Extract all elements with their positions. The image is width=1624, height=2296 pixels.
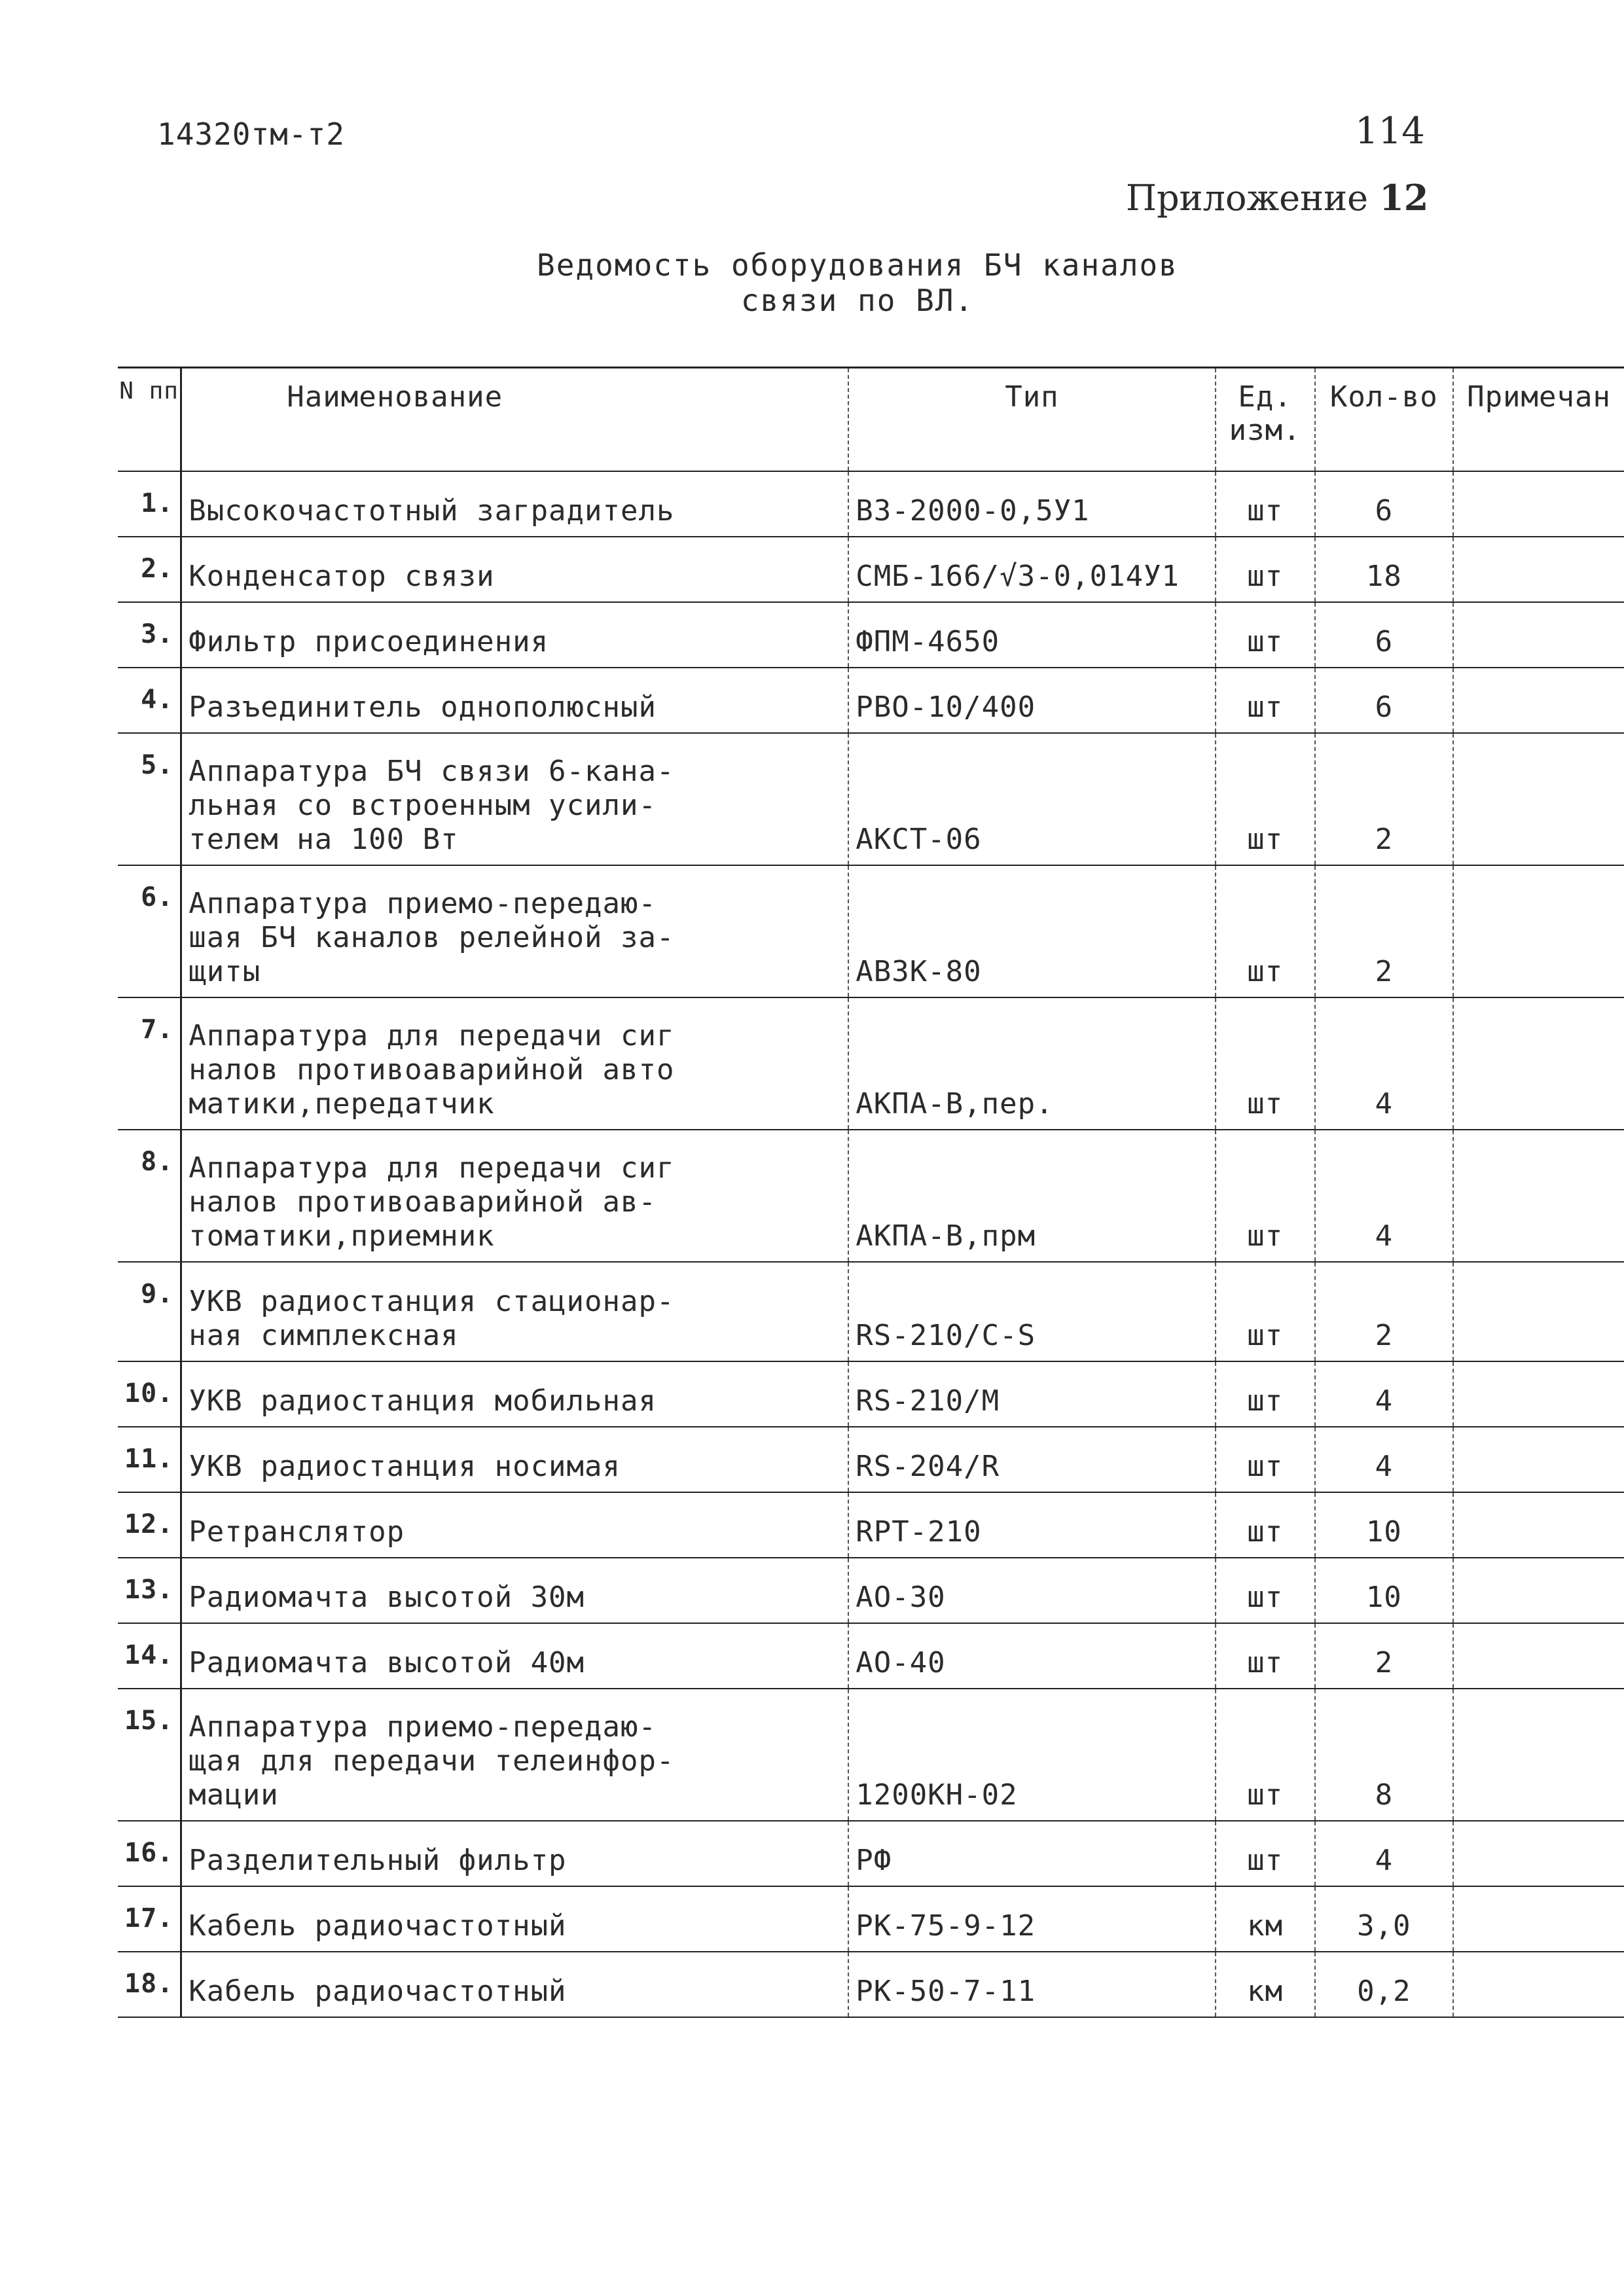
row-number: 5. <box>118 733 181 865</box>
item-quantity: 2 <box>1315 733 1454 865</box>
row-number: 11. <box>118 1427 181 1492</box>
item-unit: шт <box>1216 1130 1315 1262</box>
row-number: 17. <box>118 1886 181 1952</box>
item-unit: шт <box>1216 1492 1315 1558</box>
item-name <box>181 733 848 865</box>
row-number: 3. <box>118 602 181 668</box>
item-name <box>181 1492 848 1558</box>
item-name <box>181 1952 848 2017</box>
document-title-line-1: Ведомость оборудования БЧ каналов <box>537 247 1178 283</box>
item-type: СМБ-166/√3-0,014У1 <box>848 537 1215 602</box>
item-name <box>181 1427 848 1492</box>
item-name-text: Фильтр присоединения <box>189 624 549 658</box>
item-quantity: 4 <box>1315 997 1454 1130</box>
item-type: РК-75-9-12 <box>848 1886 1215 1952</box>
table-header-row <box>118 368 1624 471</box>
item-type: АКПА-В,пер. <box>848 997 1215 1130</box>
item-type: RPT-210 <box>848 1492 1215 1558</box>
item-name <box>181 1130 848 1262</box>
row-number: 9. <box>118 1262 181 1361</box>
item-name-text: Аппаратура для передачи сиг налов противоаварийной ав- томатики,приемник <box>189 1151 675 1253</box>
item-type: 1200КН-02 <box>848 1689 1215 1821</box>
item-quantity: 10 <box>1315 1492 1454 1558</box>
row-number: 18. <box>118 1952 181 2017</box>
item-note <box>1453 1623 1624 1689</box>
document-code: 14320тм-т2 <box>157 117 345 152</box>
appendix-number: 12 <box>1379 177 1429 219</box>
item-note <box>1453 1821 1624 1886</box>
item-type: РК-50-7-11 <box>848 1952 1215 2017</box>
table-body <box>118 471 1624 2017</box>
column-header-quantity: Кол-во <box>1315 368 1454 471</box>
item-name <box>181 1361 848 1427</box>
item-quantity: 2 <box>1315 865 1454 997</box>
column-header-unit: Ед. изм. <box>1216 368 1315 471</box>
item-name <box>181 471 848 537</box>
item-unit: шт <box>1216 471 1315 537</box>
row-number: 4. <box>118 668 181 733</box>
item-name <box>181 1623 848 1689</box>
item-type: АВЗК-80 <box>848 865 1215 997</box>
table-row <box>118 865 1624 997</box>
item-type: ФПМ-4650 <box>848 602 1215 668</box>
item-unit: шт <box>1216 733 1315 865</box>
item-type: ВЗ-2000-0,5У1 <box>848 471 1215 537</box>
row-number: 2. <box>118 537 181 602</box>
item-note <box>1453 1886 1624 1952</box>
item-note <box>1453 1361 1624 1427</box>
item-note <box>1453 1492 1624 1558</box>
item-name <box>181 602 848 668</box>
table-row <box>118 1361 1624 1427</box>
document-title-line-2: связи по ВЛ. <box>740 283 975 318</box>
item-name-text: Радиомачта высотой 30м <box>189 1580 585 1614</box>
appendix-text: Приложение <box>1126 177 1369 219</box>
table-row <box>118 1130 1624 1262</box>
item-note <box>1453 602 1624 668</box>
item-unit: шт <box>1216 1427 1315 1492</box>
table-row <box>118 1952 1624 2017</box>
item-quantity: 3,0 <box>1315 1886 1454 1952</box>
item-unit: шт <box>1216 668 1315 733</box>
item-note <box>1453 997 1624 1130</box>
table-row <box>118 668 1624 733</box>
item-note <box>1453 537 1624 602</box>
item-name-text: Конденсатор связи <box>189 559 495 593</box>
row-number: 8. <box>118 1130 181 1262</box>
item-name-text: Аппаратура приемо-передаю- шая БЧ каналов релейной за- щиты <box>189 886 675 988</box>
item-quantity: 2 <box>1315 1262 1454 1361</box>
page-number: 114 <box>1355 110 1425 152</box>
item-type: RS-210/C-S <box>848 1262 1215 1361</box>
item-type: RS-210/M <box>848 1361 1215 1427</box>
item-name-text: Разъединитель однополюсный <box>189 690 657 724</box>
item-unit: км <box>1216 1952 1315 2017</box>
item-name <box>181 1821 848 1886</box>
table-row <box>118 1689 1624 1821</box>
item-note <box>1453 1558 1624 1623</box>
item-note <box>1453 733 1624 865</box>
equipment-table <box>118 367 1624 2018</box>
item-quantity: 0,2 <box>1315 1952 1454 2017</box>
item-name-text: Кабель радиочастотный <box>189 1909 567 1943</box>
table-row <box>118 1492 1624 1558</box>
table-row <box>118 997 1624 1130</box>
item-name-text: Высокочастотный заградитель <box>189 493 675 528</box>
table-row <box>118 733 1624 865</box>
item-quantity: 8 <box>1315 1689 1454 1821</box>
item-quantity: 4 <box>1315 1427 1454 1492</box>
row-number: 12. <box>118 1492 181 1558</box>
item-name <box>181 997 848 1130</box>
item-quantity: 4 <box>1315 1821 1454 1886</box>
row-number: 15. <box>118 1689 181 1821</box>
item-name <box>181 1689 848 1821</box>
item-note <box>1453 668 1624 733</box>
item-note <box>1453 1130 1624 1262</box>
table-row <box>118 1427 1624 1492</box>
item-name-text: Аппаратура БЧ связи 6-кана- льная со встроенным усили- телем на 100 Вт <box>189 754 675 856</box>
item-quantity: 18 <box>1315 537 1454 602</box>
item-quantity: 4 <box>1315 1361 1454 1427</box>
item-name-text: Разделительный фильтр <box>189 1843 567 1877</box>
item-note <box>1453 1262 1624 1361</box>
item-unit: шт <box>1216 997 1315 1130</box>
item-name-text: УКВ радиостанция стационар- ная симплексная <box>189 1284 675 1352</box>
item-unit: шт <box>1216 1623 1315 1689</box>
item-quantity: 10 <box>1315 1558 1454 1623</box>
item-quantity: 6 <box>1315 668 1454 733</box>
item-name-text: Радиомачта высотой 40м <box>189 1645 585 1679</box>
item-unit: шт <box>1216 1361 1315 1427</box>
column-header-name: Наименование <box>181 368 848 471</box>
column-header-type: Тип <box>848 368 1215 471</box>
item-note <box>1453 1689 1624 1821</box>
item-unit: шт <box>1216 602 1315 668</box>
row-number: 7. <box>118 997 181 1130</box>
row-number: 16. <box>118 1821 181 1886</box>
table-row <box>118 1821 1624 1886</box>
item-name <box>181 1886 848 1952</box>
item-unit: км <box>1216 1886 1315 1952</box>
item-unit: шт <box>1216 1821 1315 1886</box>
item-name <box>181 1558 848 1623</box>
item-type: RS-204/R <box>848 1427 1215 1492</box>
row-number: 10. <box>118 1361 181 1427</box>
item-name <box>181 668 848 733</box>
table-row <box>118 1623 1624 1689</box>
item-unit: шт <box>1216 1558 1315 1623</box>
item-name-text: Ретранслятор <box>189 1515 405 1549</box>
item-name-text: Аппаратура приемо-передаю- щая для передачи телеинфор- мации <box>189 1710 675 1812</box>
item-quantity: 4 <box>1315 1130 1454 1262</box>
item-name <box>181 537 848 602</box>
item-unit: шт <box>1216 1262 1315 1361</box>
item-note <box>1453 1952 1624 2017</box>
table-row <box>118 537 1624 602</box>
table-row <box>118 1558 1624 1623</box>
row-number: 6. <box>118 865 181 997</box>
item-note <box>1453 865 1624 997</box>
item-name-text: Аппаратура для передачи сиг налов противоаварийной авто матики,передатчик <box>189 1018 675 1121</box>
item-name-text: УКВ радиостанция носимая <box>189 1449 621 1483</box>
item-name-text: УКВ радиостанция мобильная <box>189 1384 657 1418</box>
item-quantity: 2 <box>1315 1623 1454 1689</box>
appendix-label <box>1126 177 1428 219</box>
table-row <box>118 1886 1624 1952</box>
item-name <box>181 1262 848 1361</box>
item-unit: шт <box>1216 1689 1315 1821</box>
row-number: 14. <box>118 1623 181 1689</box>
column-header-note: Примечан <box>1453 368 1624 471</box>
column-header-number: N пп <box>118 368 181 471</box>
item-quantity: 6 <box>1315 602 1454 668</box>
item-quantity: 6 <box>1315 471 1454 537</box>
item-type: АО-40 <box>848 1623 1215 1689</box>
table-row <box>118 602 1624 668</box>
item-unit: шт <box>1216 865 1315 997</box>
item-note <box>1453 1427 1624 1492</box>
row-number: 1. <box>118 471 181 537</box>
row-number: 13. <box>118 1558 181 1623</box>
table-row <box>118 471 1624 537</box>
item-name-text: Кабель радиочастотный <box>189 1974 567 2008</box>
item-type: АКПА-В,прм <box>848 1130 1215 1262</box>
item-type: РВО-10/400 <box>848 668 1215 733</box>
item-note <box>1453 471 1624 537</box>
item-type: АКСТ-06 <box>848 733 1215 865</box>
item-name <box>181 865 848 997</box>
table-row <box>118 1262 1624 1361</box>
item-type: АО-30 <box>848 1558 1215 1623</box>
item-unit: шт <box>1216 537 1315 602</box>
item-type: РФ <box>848 1821 1215 1886</box>
